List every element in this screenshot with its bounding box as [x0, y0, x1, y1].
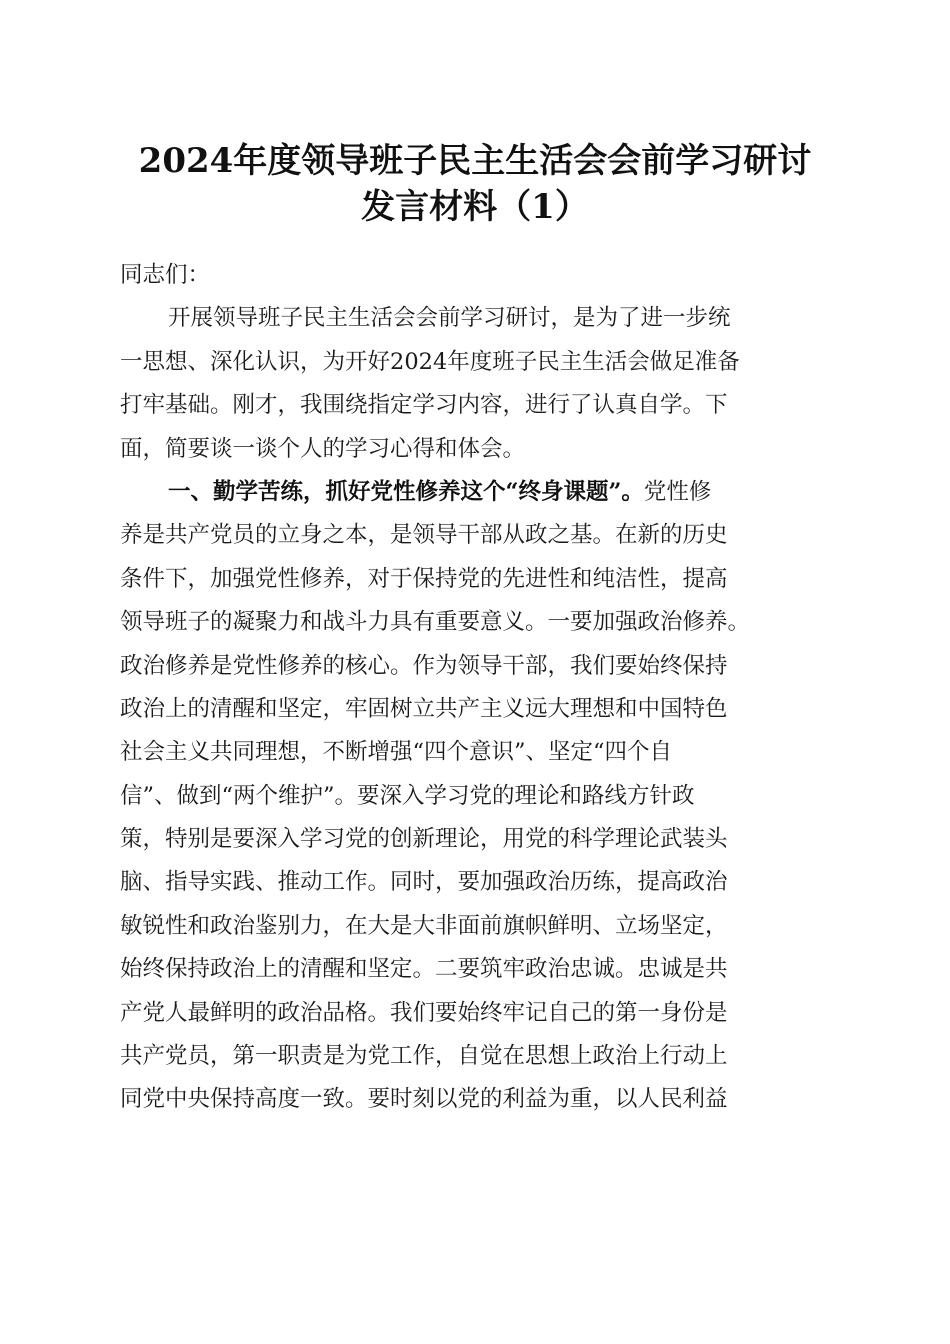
paragraph-line: 社会主义共同理想，不断增强“四个意识”、坚定“四个自	[120, 739, 673, 766]
paragraph-line: 一思想、深化认识，为开好2024年度班子民主生活会做足准备	[120, 348, 740, 375]
paragraph-line: 产党人最鲜明的政治品格。我们要始终牢记自己的第一身份是	[120, 999, 728, 1026]
paragraph-line: 领导班子的凝聚力和战斗力具有重要意义。一要加强政治修养。	[120, 609, 751, 636]
section-first-line-rest: 党性修	[643, 478, 712, 505]
paragraph-line: 敏锐性和政治鉴别力，在大是大非面前旗帜鲜明、立场坚定，	[120, 912, 728, 939]
paragraph-line: 脑、指导实践、推动工作。同时，要加强政治历练，提高政治	[120, 869, 728, 896]
salutation: 同志们：	[120, 262, 211, 288]
paragraph-line: 养是共产党员的立身之本，是领导干部从政之基。在新的历史	[120, 522, 728, 549]
paragraph-intro	[120, 297, 840, 471]
paragraph-line: 同党中央保持高度一致。要时刻以党的利益为重，以人民利益	[120, 1086, 728, 1113]
paragraph-line: 条件下，加强党性修养，对于保持党的先进性和纯洁性，提高	[120, 565, 728, 592]
section-1-first-line	[120, 471, 840, 514]
paragraph-line: 开展领导班子民主生活会会前学习研讨，是为了进一步统	[168, 305, 731, 332]
document-body	[120, 254, 840, 1122]
paragraph-line: 始终保持政治上的清醒和坚定。二要筑牢政治忠诚。忠诚是共	[120, 956, 728, 983]
paragraph-line: 信”、做到“两个维护”。要深入学习党的理论和路线方针政	[120, 782, 695, 809]
document-title	[100, 138, 850, 230]
paragraph-line: 策，特别是要深入学习党的创新理论，用党的科学理论武装头	[120, 826, 728, 853]
paragraph-line: 面，简要谈一谈个人的学习心得和体会。	[120, 435, 526, 462]
paragraph-line: 共产党员，第一职责是为党工作，自觉在思想上政治上行动上	[120, 1043, 728, 1070]
paragraph-line: 政治上的清醒和坚定，牢固树立共产主义远大理想和中国特色	[120, 695, 728, 722]
section-1	[120, 471, 840, 1122]
paragraph-line: 政治修养是党性修养的核心。作为领导干部，我们要始终保持	[120, 652, 728, 679]
section-heading: 一、勤学苦练，抓好党性修养这个“终身课题”。	[168, 478, 644, 505]
paragraph-line: 打牢基础。刚才，我围绕指定学习内容，进行了认真自学。下	[120, 392, 728, 419]
title-line-2: 发言材料（1）	[361, 187, 589, 227]
title-line-1: 2024年度领导班子民主生活会会前学习研讨	[138, 141, 812, 181]
